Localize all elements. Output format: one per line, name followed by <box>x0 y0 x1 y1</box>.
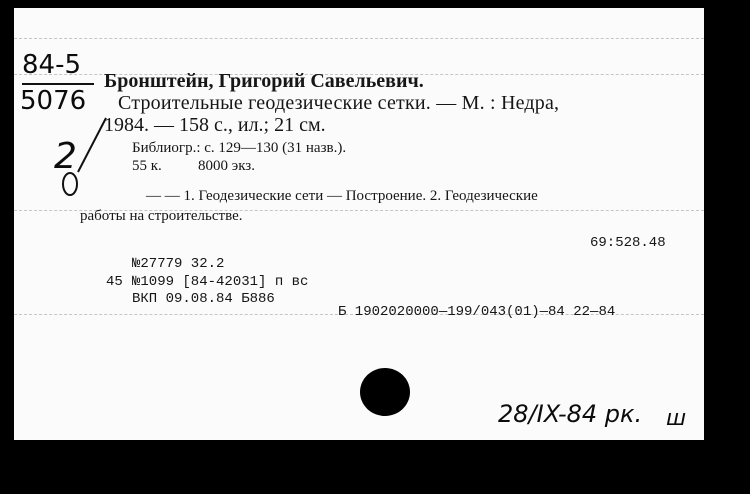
series-prefix: 45 <box>106 274 123 290</box>
author: Бронштейн, Григорий Савельевич. <box>104 70 424 92</box>
handwritten-signature: ш <box>666 406 687 431</box>
call-number-bottom: 5076 <box>20 86 87 116</box>
copies: 8000 экз. <box>198 158 255 174</box>
subjects-line-1: — — 1. Геодезические сети — Построение. 2. Геодезические <box>146 188 538 204</box>
title-line-2: 1984. — 158 с., ил.; 21 см. <box>104 114 326 136</box>
bibliography: Библиогр.: с. 129—130 (31 назв.). <box>132 140 347 156</box>
punch-hole <box>360 368 410 416</box>
record-number: №27779 32.2 <box>132 256 225 272</box>
handwritten-mark: 2 <box>54 136 77 177</box>
price: 55 к. <box>132 158 162 174</box>
series-text: №1099 [84-42031] п вс <box>132 274 309 290</box>
classification: 69:528.48 <box>590 235 666 251</box>
handwritten-date: 28/IX-84 рк. <box>498 400 643 428</box>
vkp-line: ВКП 09.08.84 Б886 <box>132 291 275 307</box>
call-number-top: 84-5 <box>22 50 82 80</box>
standard-number: Б 1902020000—199/043(01)—84 22—84 <box>338 304 616 320</box>
rule-line <box>14 38 704 39</box>
subjects-line-2: работы на строительстве. <box>80 208 243 224</box>
catalog-card <box>14 8 704 440</box>
title-line-1: Строительные геодезические сетки. — М. : Недра, <box>118 92 560 114</box>
call-number-underline <box>22 83 94 85</box>
